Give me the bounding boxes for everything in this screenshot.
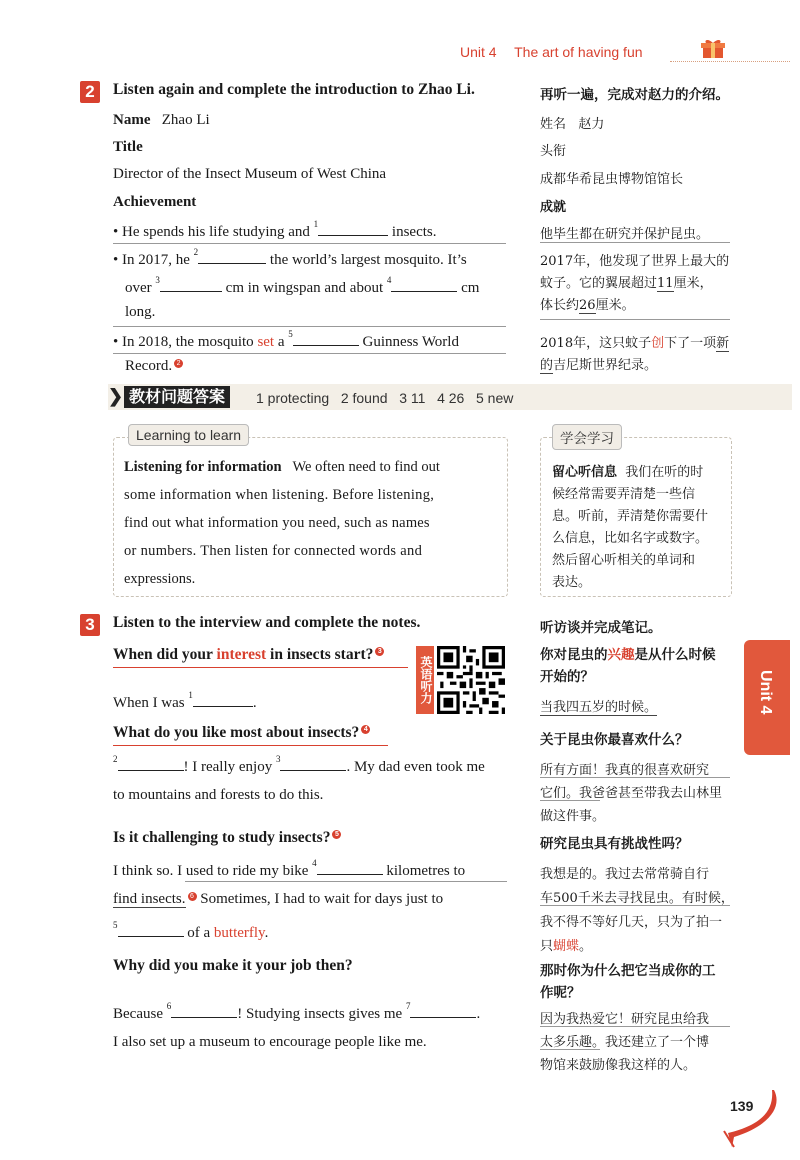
learning-l1: We often need to find out	[292, 459, 440, 475]
s3-blank-5-number: 5	[113, 920, 118, 930]
name-row-cn	[540, 113, 604, 132]
page-corner-swoosh	[712, 1085, 792, 1155]
a3-keyword-butterfly: butterfly	[213, 925, 265, 941]
s3-blank-7-number: 7	[405, 1001, 411, 1011]
learning-cn-heading: 留心听信息	[552, 465, 618, 480]
bullet-2-cn-2	[540, 272, 713, 291]
answer-4-cn-2: 太多乐趣。我还建立了一个博	[540, 1035, 710, 1050]
learning-tag: Learning to learn	[128, 424, 249, 446]
learning-line-3: find out what information you need, such as names	[124, 515, 430, 531]
note-marker-5[interactable]: 5	[332, 830, 341, 839]
a4-text-a: Because	[113, 1006, 163, 1022]
b2-text-a: In 2017, he	[122, 252, 190, 268]
name-cn-value: 赵力	[578, 117, 605, 132]
s3-blank-3-number: 3	[275, 754, 281, 764]
a3-text-e: of a	[187, 925, 211, 941]
bullet-3-line-1: • In 2018, the mosquito set a $^5$ Guinness World	[113, 329, 459, 350]
question-1	[113, 646, 384, 664]
section-3-instruction-cn: 听访谈并完成笔记。	[540, 620, 662, 636]
blank-2[interactable]	[198, 249, 266, 264]
b3-cn-de: 的	[540, 358, 554, 373]
answer-4-cn-1: 因为我热爱它！研究昆虫给我	[540, 1012, 710, 1027]
bullet-2-line-1: • In 2017, he $^2$ the world’s largest mosquito. It’s	[113, 247, 467, 268]
title-label: Title	[113, 139, 143, 155]
b2-cn-3a: 体长约	[540, 298, 580, 313]
answer-3-cn-1: 我想是的。我过去常常骑自行	[540, 867, 710, 882]
answers-label: 教材问题答案	[124, 386, 230, 408]
q1-cn-c: 开始的？	[540, 669, 594, 685]
q4-cn-2: 作呢？	[540, 985, 581, 1001]
a4-text-b: ! Studying insects gives me	[237, 1006, 403, 1022]
answers-text: 1 protecting 2 found 3 11 4 26 5 new	[256, 390, 514, 406]
q1-cn-a: 你对昆虫的	[540, 647, 608, 663]
s3-blank-6-number: 6	[166, 1001, 172, 1011]
q1-text-b: in insects start?	[270, 646, 374, 663]
blank-2-number: 2	[193, 247, 199, 257]
b3-text-c: Guinness World	[362, 334, 459, 350]
name-row	[113, 112, 210, 129]
learning-heading: Listening for information	[124, 459, 282, 475]
qr-code-icon[interactable]	[437, 646, 505, 714]
blank-5-number: 5	[288, 329, 293, 339]
b2-text-e: cm	[461, 280, 480, 296]
answer-1-cn	[540, 696, 657, 715]
answer-2-line-1	[113, 756, 485, 776]
answer-3-line-1	[113, 860, 465, 880]
learning-cn-6: 表达。	[552, 575, 592, 590]
achievement-label: Achievement	[113, 194, 197, 210]
blank-4[interactable]	[391, 277, 457, 292]
a3-text-a: I think so. I used to ride my bike	[113, 863, 309, 879]
q2-text: What do you like most about insects?	[113, 724, 360, 741]
b1-text-a: He spends his life studying and	[122, 224, 310, 240]
q1-keyword-interest: interest	[216, 646, 267, 663]
bullet-2-line-3: long.	[125, 304, 156, 320]
bullet-2-cn-rule	[540, 319, 730, 320]
a2-text-b: . My dad even took me	[346, 759, 485, 775]
answer-3-rule-1	[185, 881, 507, 882]
a1-text-a: When I was	[113, 695, 185, 711]
answer-3-cn-4	[540, 935, 592, 954]
a3-text-d: Sometimes, I had to wait for days just to	[200, 891, 444, 907]
s3-blank-1-number: 1	[188, 690, 193, 700]
title-value-cn: 成都华希昆虫博物馆馆长	[540, 172, 684, 187]
b1-text-b: insects.	[391, 224, 437, 240]
header-gift-icon	[700, 38, 724, 58]
a4-text-c: .	[476, 1006, 481, 1022]
answer-2-line-2: to mountains and forests to do this.	[113, 787, 324, 803]
b2-cn-2b: 厘米，	[673, 276, 713, 291]
b3-text-b: a	[277, 334, 285, 350]
question-4-cn	[540, 960, 716, 1004]
blank-3[interactable]	[160, 277, 222, 292]
b2-cn-2a: 蚊子。它的翼展超过	[540, 276, 658, 291]
q1-cn-b: 是从什么时候	[634, 647, 716, 663]
bullet-3-cn-1	[540, 332, 729, 351]
note-marker-2[interactable]: 2	[174, 359, 183, 368]
note-marker-3[interactable]: 3	[375, 647, 384, 656]
bullet-2-cn-3	[540, 294, 635, 313]
answer-3-cn-2: 车500千米去寻找昆虫。有时候，	[540, 891, 734, 906]
answer-4-line-1	[113, 1003, 480, 1023]
b3-cn-2: 吉尼斯世界纪录。	[553, 358, 658, 373]
answer-2-cn-1: 所有方面！我真的很喜欢研究	[540, 763, 710, 778]
s3-blank-2[interactable]	[118, 756, 184, 771]
q4-cn-1: 那时你为什么把它当成你的工	[540, 963, 716, 979]
name-value: Zhao Li	[161, 112, 210, 128]
bullet-1-rule	[113, 243, 506, 244]
b3-cn-red: 创	[651, 336, 665, 351]
bullet-1: • He spends his life studying and $^1$ insects.	[113, 219, 437, 240]
answer-1	[113, 692, 257, 712]
note-marker-4[interactable]: 4	[361, 725, 370, 734]
s3-blank-4[interactable]	[317, 860, 383, 875]
answer-4-cn-3: 物馆来鼓励像我这样的人。	[540, 1058, 697, 1073]
a3-cn-4a: 只	[540, 939, 554, 954]
a1-cn: 当我四五岁的时候。	[540, 700, 658, 715]
header-rule	[670, 61, 790, 62]
b3-text-d: Record.	[125, 358, 173, 374]
b3-cn-new: 新	[716, 336, 730, 351]
answer-4-cn-rule-2	[540, 1049, 600, 1050]
name-label: Name	[113, 112, 151, 128]
a2-text-a: ! I really enjoy	[183, 759, 273, 775]
b2-cn-3b: 厘米。	[595, 298, 635, 313]
answer-3-cn-3: 我不得不等好几天，只为了拍一	[540, 915, 723, 930]
answer-4-cn-rule-1	[540, 1026, 730, 1027]
running-header	[460, 44, 643, 60]
q3-text: Is it challenging to study insects?	[113, 829, 331, 846]
bullet-2-rule	[113, 326, 506, 327]
b2-text-d: cm in wingspan and about	[225, 280, 384, 296]
answer-2-cn-rule-2	[540, 800, 600, 801]
s3-blank-6[interactable]	[171, 1003, 237, 1018]
question-2-rule	[113, 745, 388, 746]
learning-line-2: some information when listening. Before listening,	[124, 487, 435, 503]
section-2-badge: 2	[80, 81, 100, 103]
bullet-3-line-2	[125, 358, 183, 375]
s3-blank-4-number: 4	[312, 858, 317, 868]
bullet-2-cn-1: 2017年，他发现了世界上最大的	[540, 254, 730, 269]
a3-text-f: .	[264, 925, 269, 941]
qr-label-box	[416, 646, 434, 714]
b2-text-b: the world’s largest mosquito. It’s	[269, 252, 467, 268]
learning-line-5: expressions.	[124, 571, 196, 587]
page-number: 139	[730, 1098, 754, 1114]
learning-cn-4: 么信息，比如名字或数字。	[552, 531, 709, 546]
section-2-instruction: Listen again and complete the introduction to Zhao Li.	[113, 81, 475, 98]
b3-keyword-set: set	[257, 334, 275, 350]
question-4: Why did you make it your job then?	[113, 957, 353, 974]
answer-3-cn-rule	[540, 905, 730, 906]
s3-blank-1[interactable]	[193, 692, 253, 707]
answer-2-cn-3: 做这件事。	[540, 809, 606, 824]
b3-text-a: In 2018, the mosquito	[122, 334, 254, 350]
learning-tag-cn: 学会学习	[552, 424, 622, 450]
question-3	[113, 829, 341, 847]
b2-text-c: over	[125, 280, 152, 296]
blank-4-number: 4	[386, 275, 392, 285]
a3-text-c: find insects.	[113, 891, 186, 907]
qr-label: 英语听力	[419, 656, 433, 704]
answer-2-cn-rule-1	[540, 777, 730, 778]
blank-1[interactable]	[318, 221, 388, 236]
learning-line-1	[124, 459, 440, 476]
title-value: Director of the Insect Museum of West China	[113, 166, 387, 182]
b3-cn-1b: 下了一项	[664, 336, 717, 351]
learning-cn-5: 然后留心听相关的单词和	[552, 553, 696, 568]
question-1-rule	[113, 667, 408, 668]
question-2	[113, 724, 370, 742]
header-unit: Unit 4	[460, 44, 497, 60]
question-1-cn	[540, 644, 740, 688]
title-label-cn: 头衔	[540, 144, 567, 159]
bullet-3-rule	[113, 353, 506, 354]
learning-cn-2: 候经常需要弄清楚一些信	[552, 487, 696, 502]
q1-text-a: When did your	[113, 646, 213, 663]
question-3-cn: 研究昆虫具有挑战性吗？	[540, 836, 689, 852]
name-cn-label: 姓名	[540, 117, 567, 132]
answer-3-line-3	[113, 922, 268, 942]
bullet-3-cn-2	[540, 354, 657, 373]
s3-blank-5[interactable]	[118, 922, 184, 937]
b2-cn-11: 11	[657, 276, 674, 291]
bullet-1-cn-rule	[540, 242, 730, 243]
question-2-cn: 关于昆虫你最喜欢什么？	[540, 732, 689, 748]
bullet-1-cn: 他毕生都在研究并保护昆虫。	[540, 227, 710, 242]
achievement-label-cn: 成就	[540, 200, 567, 215]
unit-side-tab-label: Unit 4	[757, 670, 774, 715]
blank-3-number: 3	[155, 275, 160, 285]
a3-text-b: kilometres to	[386, 863, 466, 879]
blank-1-number: 1	[313, 219, 319, 229]
answers-arrow-icon: ❯	[108, 386, 124, 406]
learning-cn-3: 息。听前，弄清楚你需要什	[552, 509, 709, 524]
note-marker-6[interactable]: 6	[188, 892, 197, 901]
learning-cn-1	[552, 461, 703, 480]
s3-blank-7[interactable]	[410, 1003, 476, 1018]
answer-4-line-2: I also set up a museum to encourage people like me.	[113, 1034, 427, 1050]
a3-cn-4b: 。	[579, 939, 593, 954]
answer-2-cn-2: 它们。我爸爸甚至带我去山林里	[540, 786, 723, 801]
answer-3-line-2	[113, 891, 443, 908]
q1-cn-red: 兴趣	[607, 647, 635, 663]
s3-blank-2-number: 2	[113, 754, 118, 764]
header-title: The art of having fun	[514, 44, 643, 60]
blank-5[interactable]	[293, 331, 359, 346]
learning-cn1: 我们在听的时	[625, 465, 704, 480]
section-2-instruction-cn: 再听一遍，完成对赵力的介绍。	[540, 87, 729, 103]
b2-cn-26: 26	[579, 298, 596, 313]
unit-side-tab[interactable]	[744, 640, 790, 755]
section-3-instruction: Listen to the interview and complete the notes.	[113, 614, 421, 631]
learning-line-4: or numbers. Then listen for connected words and	[124, 543, 423, 559]
bullet-2-line-2	[125, 277, 479, 297]
s3-blank-3[interactable]	[280, 756, 346, 771]
a3-cn-red: 蝴蝶	[553, 939, 580, 954]
b3-cn-1a: 2018年，这只蚊子	[540, 336, 652, 351]
section-3-badge: 3	[80, 614, 100, 636]
a1-text-b: .	[252, 695, 257, 711]
